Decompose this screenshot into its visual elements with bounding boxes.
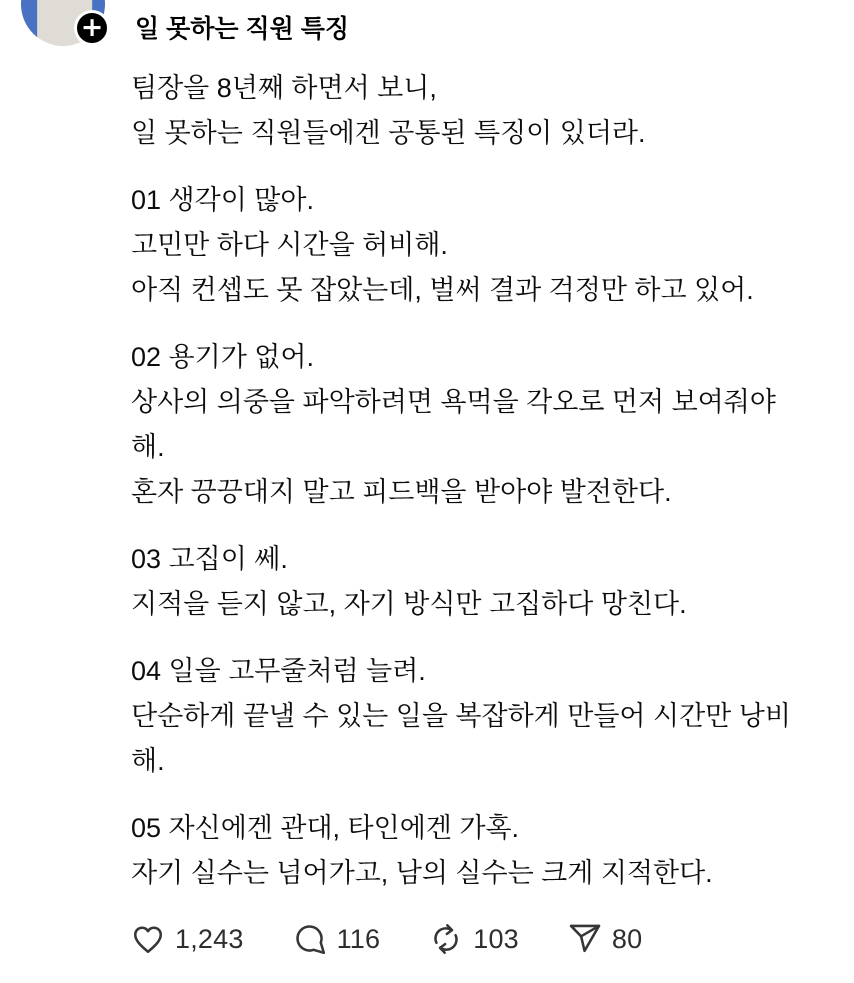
text-line: 아직 컨셉도 못 잡았는데, 벌써 결과 걱정만 하고 있어. bbox=[131, 275, 754, 305]
follow-plus-badge[interactable] bbox=[74, 10, 110, 46]
text-line: 05 자신에겐 관대, 타인에겐 가혹. bbox=[131, 813, 520, 843]
repost-count: 103 bbox=[473, 923, 519, 954]
post-body bbox=[131, 66, 854, 918]
paragraph bbox=[131, 66, 854, 156]
heart-icon bbox=[130, 921, 166, 957]
text-line: 01 생각이 많아. bbox=[131, 185, 314, 215]
repost-icon bbox=[428, 921, 464, 957]
send-icon bbox=[567, 921, 603, 957]
text-line: 자기 실수는 넘어가고, 남의 실수는 크게 지적한다. bbox=[131, 858, 713, 888]
text-line: 해. bbox=[131, 746, 165, 776]
text-line: 02 용기가 없어. bbox=[131, 342, 314, 372]
text-line: 팀장을 8년째 하면서 보니, bbox=[131, 73, 437, 103]
share-count: 80 bbox=[611, 923, 643, 954]
paragraph bbox=[131, 806, 854, 896]
text-line: 해. bbox=[131, 432, 165, 462]
repost-button[interactable] bbox=[428, 921, 519, 957]
plus-icon: + bbox=[80, 11, 104, 43]
reply-button[interactable] bbox=[292, 921, 381, 957]
text-line: 단순하게 끝낼 수 있는 일을 복잡하게 만들어 시간만 낭비 bbox=[131, 701, 791, 731]
paragraph bbox=[131, 649, 854, 784]
text-line: 고민만 하다 시간을 허비해. bbox=[131, 230, 448, 260]
paragraph bbox=[131, 335, 854, 515]
speech-bubble-icon bbox=[292, 921, 328, 957]
text-line: 상사의 의중을 파악하려면 욕먹을 각오로 먼저 보여줘야 bbox=[131, 387, 776, 417]
paragraph bbox=[131, 178, 854, 313]
text-line: 지적을 듣지 않고, 자기 방식만 고집하다 망친다. bbox=[131, 589, 687, 619]
engagement-bar bbox=[130, 918, 642, 960]
text-line: 혼자 끙끙대지 말고 피드백을 받아야 발전한다. bbox=[131, 477, 672, 507]
text-line: 일 못하는 직원들에겐 공통된 특징이 있더라. bbox=[131, 118, 646, 148]
text-line: 04 일을 고무줄처럼 늘려. bbox=[131, 656, 426, 686]
reply-count: 116 bbox=[336, 923, 381, 954]
share-button[interactable] bbox=[567, 921, 642, 957]
like-button[interactable] bbox=[130, 921, 244, 957]
like-count: 1,243 bbox=[175, 923, 244, 954]
paragraph bbox=[131, 537, 854, 627]
text-line: 03 고집이 쎄. bbox=[131, 544, 288, 574]
post-title[interactable]: 일 못하는 직원 특징 bbox=[135, 15, 350, 43]
